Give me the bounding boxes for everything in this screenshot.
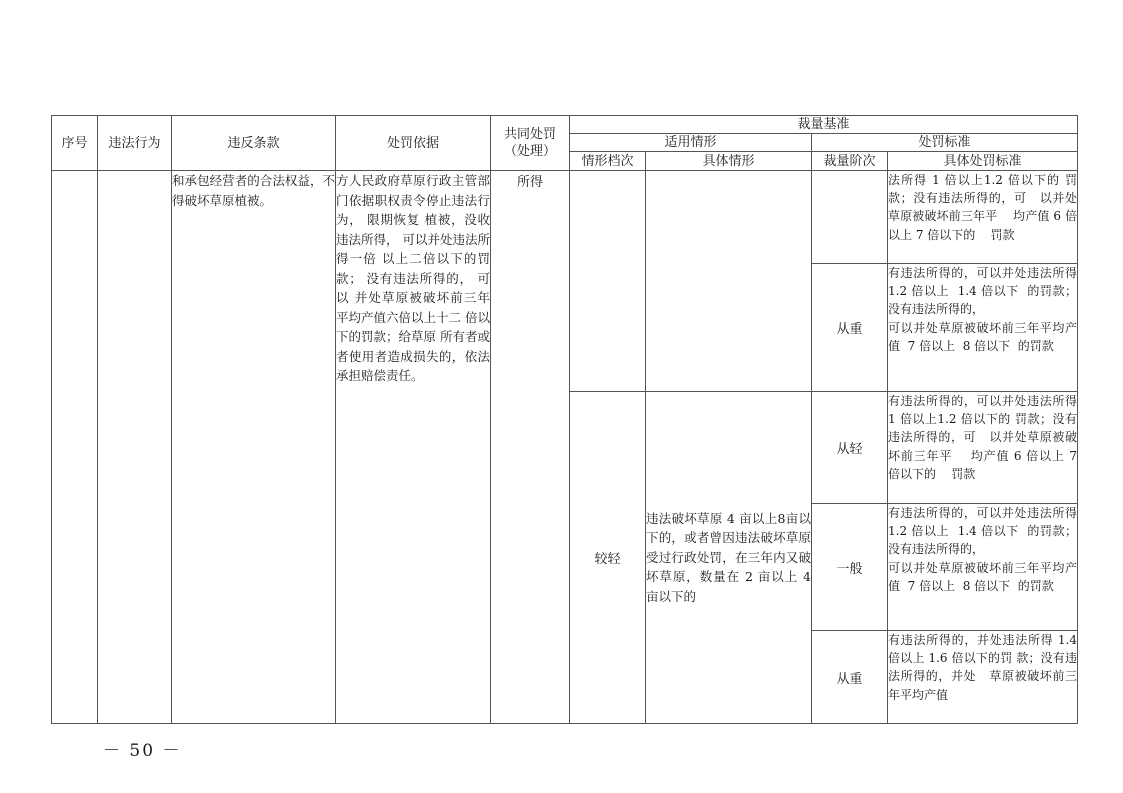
tier-situation: 违法破坏草原 4 亩以上8亩以下的，或者曾因违法破坏草原受过行政处罚，在三年内又破坏草原，数量在 2 亩以上 4 亩以下的: [646, 392, 812, 724]
standard-text: 法所得 1 倍以上1.2 倍以下的 罚款；没有违法所得的，可 以并处草原被破坏前三年平 均产值 6 倍以上 7 倍以下的 罚款: [888, 171, 1078, 264]
header-level: 情形档次: [570, 152, 646, 171]
clause-text: 和承包经营者的合法权益，不得破坏草原植被。: [172, 171, 336, 724]
header-situation: 具体情形: [646, 152, 812, 171]
header-stage: 裁量阶次: [812, 152, 888, 171]
common-penalty-text: 所得: [491, 171, 570, 724]
penalty-table: [51, 115, 1081, 724]
stage-label: 从轻: [812, 392, 888, 504]
header-clause: 违反条款: [172, 116, 336, 171]
standard-text: 有违法所得的，可以并处违法所得 1.2 倍以上 1.4 倍以下 的罚款； 没有违法所得的， 可以并处草原被破坏前三年平均产值 7 倍以上 8 倍以下 的罚款: [888, 264, 1078, 392]
stage-label: 一般: [812, 504, 888, 631]
seq-cell: [52, 171, 98, 724]
standard-text: 有违法所得的，可以并处违法所得 1 倍以上1.2 倍以下的 罚款；没有违法所得的，可 以并处草原被破坏前三年平 均产值 6 倍以上 7 倍以下的 罚款: [888, 392, 1078, 504]
stage-label: 从重: [812, 264, 888, 392]
stage-label: [812, 171, 888, 264]
header-standard: 处罚标准: [812, 134, 1078, 152]
header-specific-standard: 具体处罚标准: [888, 152, 1078, 171]
tier-level: [570, 171, 646, 392]
header-discretion: 裁量基准: [570, 116, 1078, 134]
header-basis: 处罚依据: [336, 116, 491, 171]
header-common-penalty: 共同处罚 （处理）: [491, 116, 570, 171]
page-number: － 50 －: [103, 741, 182, 761]
tier-situation: [646, 171, 812, 392]
violation-cell: [98, 171, 172, 724]
header-seq: 序号: [52, 116, 98, 171]
standard-text: 有违法所得的，可以并处违法所得 1.2 倍以上 1.4 倍以下 的罚款； 没有违法所得的， 可以并处草原被破坏前三年平均产值 7 倍以上 8 倍以下 的罚款: [888, 504, 1078, 631]
header-violation: 违法行为: [98, 116, 172, 171]
basis-text: 方人民政府草原行政主管部门依据职权责令停止违法行为， 限期恢复 植被，没收违法所得， 可以并处违法所得一倍 以上二倍以下的罚款； 没有违法所得的， 可以 并处草原被破坏前三年 平均产值六倍以上十二 倍以下的罚款；给草原 所有者或者使用者造成损失的，依法承担赔偿责任。: [336, 171, 491, 724]
stage-label: 从重: [812, 631, 888, 724]
header-applicable: 适用情形: [570, 134, 812, 152]
standard-text: 有违法所得的，并处违法所得 1.4 倍以上 1.6 倍以下的罚 款；没有违法所得的，并处 草原被破坏前三年平均产值: [888, 631, 1078, 724]
tier-level: 较轻: [570, 392, 646, 724]
